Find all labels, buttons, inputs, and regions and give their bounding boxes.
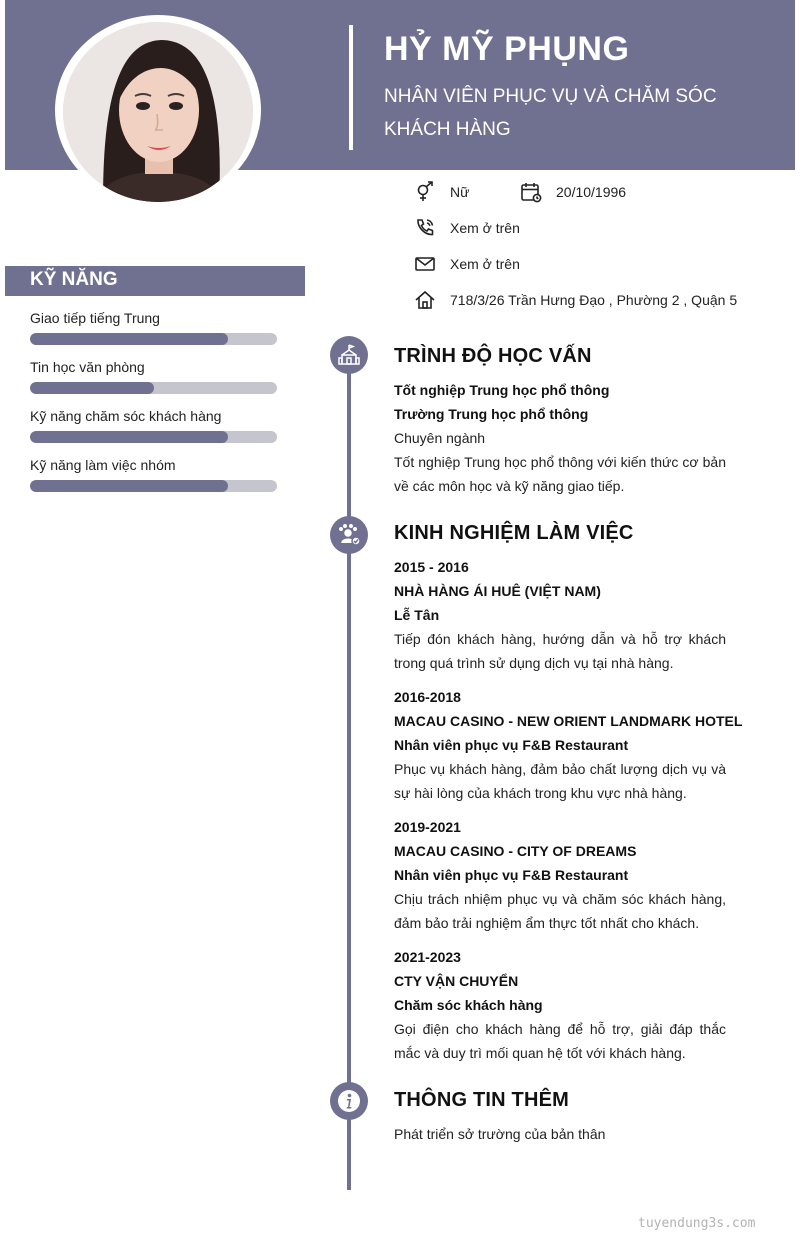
experience-period: 2016-2018 <box>394 689 461 705</box>
experience-company: MACAU CASINO - NEW ORIENT LANDMARK HOTEL <box>394 713 743 729</box>
skill-label: Giao tiếp tiếng Trung <box>30 310 160 326</box>
experience-description: Phục vụ khách hàng, đảm bảo chất lượng dịch vụ và sự hài lòng của khách trong khu vực nhà hàng. <box>394 761 726 801</box>
experience-description: Chịu trách nhiệm phục vụ và chăm sóc khách hàng, đảm bảo trải nghiệm ẩm thực tốt nhất cho khách. <box>394 891 726 931</box>
timeline-line <box>347 356 351 1190</box>
experience-period: 2015 - 2016 <box>394 559 469 575</box>
experience-description: Gọi điện cho khách hàng để hỗ trợ, giải đáp thắc mắc và duy trì mối quan hệ tốt với khách hàng. <box>394 1021 726 1061</box>
candidate-name: HỶ MỸ PHỤNG <box>384 30 630 68</box>
avatar <box>63 22 253 202</box>
skill-bar <box>30 333 277 345</box>
experience-role: Chăm sóc khách hàng <box>394 997 543 1013</box>
experience-period: 2019-2021 <box>394 819 461 835</box>
education-description: Tốt nghiệp Trung học phổ thông với kiến thức cơ bản về các môn học và kỹ năng giao tiếp. <box>394 454 726 494</box>
job-title: NHÂN VIÊN PHỤC VỤ VÀ CHĂM SÓC KHÁCH HÀNG <box>384 86 717 140</box>
education-school: Trường Trung học phổ thông <box>394 406 589 422</box>
experience-period: 2021-2023 <box>394 949 461 965</box>
email-icon <box>414 253 436 275</box>
contact-address <box>414 289 737 311</box>
experience-title: KINH NGHIỆM LÀM VIỆC <box>394 522 634 544</box>
home-icon <box>414 289 436 311</box>
education-major: Chuyên ngành <box>394 430 486 446</box>
skills-title: KỸ NĂNG <box>30 269 118 290</box>
additional-text: Phát triển sở trường của bản thân <box>394 1126 606 1142</box>
info-icon <box>330 1082 368 1120</box>
experience-company: CTY VẬN CHUYỂN <box>394 973 519 989</box>
phone-value: Xem ở trên <box>450 220 520 236</box>
team-icon <box>330 516 368 554</box>
gender-icon <box>414 181 436 203</box>
skill-bar-fill <box>30 382 154 394</box>
skill-label: Tin học văn phòng <box>30 359 145 375</box>
address-value: 718/3/26 Trần Hưng Đạo , Phường 2 , Quận 5 <box>450 292 738 308</box>
contact-birthdate <box>520 181 626 203</box>
skill-label: Kỹ năng chăm sóc khách hàng <box>30 408 222 424</box>
skill-bar-fill <box>30 480 228 492</box>
experience-role: Nhân viên phục vụ F&B Restaurant <box>394 867 629 883</box>
experience-company: NHÀ HÀNG ÁI HUÊ (VIỆT NAM) <box>394 583 601 599</box>
experience-company: MACAU CASINO - CITY OF DREAMS <box>394 843 637 859</box>
skill-bar <box>30 431 277 443</box>
header-divider <box>349 25 353 150</box>
contact-gender <box>414 181 469 203</box>
experience-role: Nhân viên phục vụ F&B Restaurant <box>394 737 629 753</box>
contact-email <box>414 253 520 275</box>
phone-icon <box>414 217 436 239</box>
experience-description: Tiếp đón khách hàng, hướng dẫn và hỗ trợ khách trong quá trình sử dụng dịch vụ tại nhà hàng. <box>394 631 726 671</box>
additional-title: THÔNG TIN THÊM <box>394 1089 570 1111</box>
watermark: tuyendung3s.com <box>638 1216 756 1231</box>
skill-bar <box>30 382 277 394</box>
experience-role: Lễ Tân <box>394 607 440 623</box>
contact-phone <box>414 217 520 239</box>
skill-bar <box>30 480 277 492</box>
school-icon <box>330 336 368 374</box>
email-value: Xem ở trên <box>450 256 520 272</box>
birthdate-value: 20/10/1996 <box>556 184 627 200</box>
skill-bar-fill <box>30 333 228 345</box>
skill-label: Kỹ năng làm việc nhóm <box>30 457 176 473</box>
calendar-icon <box>520 181 542 203</box>
education-degree: Tốt nghiệp Trung học phổ thông <box>394 382 610 398</box>
gender-value: Nữ <box>450 184 470 200</box>
skill-bar-fill <box>30 431 228 443</box>
education-title: TRÌNH ĐỘ HỌC VẤN <box>394 345 592 367</box>
